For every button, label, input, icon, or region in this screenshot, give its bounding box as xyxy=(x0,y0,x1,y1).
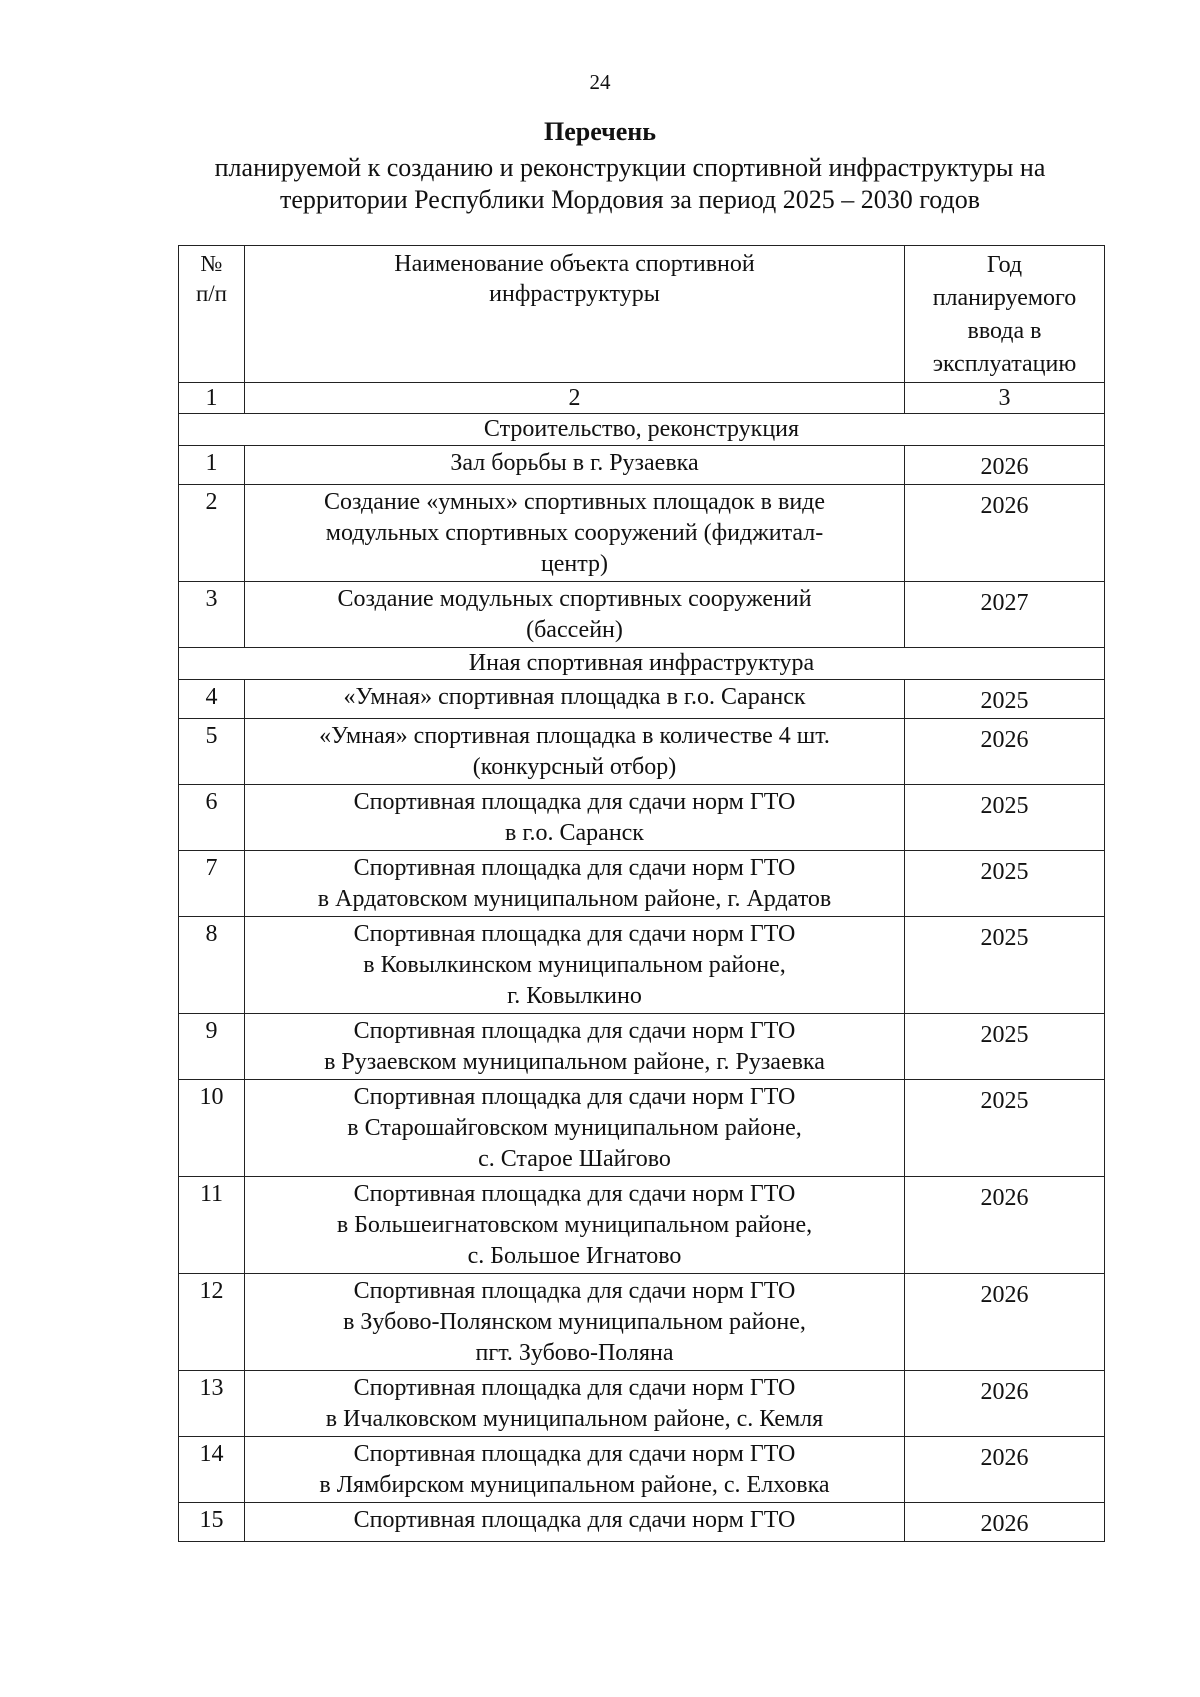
object-name-line: Спортивная площадка для сдачи норм ГТО xyxy=(353,1018,796,1044)
object-name-line: Спортивная площадка для сдачи норм ГТО xyxy=(353,921,796,947)
row-number: 14 xyxy=(179,1437,245,1503)
table-row xyxy=(179,582,1105,648)
object-name-cell xyxy=(245,446,905,485)
table-row xyxy=(179,785,1105,851)
document-title: Перечень xyxy=(543,117,657,146)
section-row xyxy=(179,414,1105,446)
object-name-line: Спортивная площадка для сдачи норм ГТО xyxy=(353,855,796,881)
object-name-cell xyxy=(245,917,905,1014)
header-text: эксплуатацию xyxy=(932,351,1077,377)
commissioning-year: 2026 xyxy=(905,485,1105,582)
object-name-line: г. Ковылкино xyxy=(507,983,642,1009)
object-name-line: пгт. Зубово-Поляна xyxy=(475,1340,674,1366)
table-row xyxy=(179,1503,1105,1542)
header-text: п/п xyxy=(195,281,227,306)
header-number-cell xyxy=(179,246,245,383)
object-name-line: Создание «умных» спортивных площадок в виде xyxy=(323,489,826,515)
object-name-line: модульных спортивных сооружений (фиджитал- xyxy=(325,520,824,546)
object-name-cell xyxy=(245,485,905,582)
table-row xyxy=(179,1014,1105,1080)
object-name-cell xyxy=(245,719,905,785)
object-name-cell xyxy=(245,1014,905,1080)
page-number: 24 xyxy=(589,70,611,94)
object-name-line: в Лямбирском муниципальном районе, с. Елховка xyxy=(319,1472,830,1498)
commissioning-year: 2026 xyxy=(905,446,1105,485)
object-name-line: Спортивная площадка для сдачи норм ГТО xyxy=(353,1507,796,1533)
column-index-cell: 2 xyxy=(245,383,905,414)
header-name-cell xyxy=(245,246,905,383)
object-name-line: в Большеигнатовском муниципальном районе, xyxy=(336,1212,813,1238)
row-number: 10 xyxy=(179,1080,245,1177)
row-number: 1 xyxy=(179,446,245,485)
object-name-line: Зал борьбы в г. Рузаевка xyxy=(450,450,699,476)
header-text: ввода в xyxy=(967,318,1042,344)
table-header-row xyxy=(179,246,1105,383)
object-name-cell xyxy=(245,1371,905,1437)
commissioning-year: 2026 xyxy=(905,1177,1105,1274)
commissioning-year: 2026 xyxy=(905,1437,1105,1503)
object-name-line: с. Старое Шайгово xyxy=(478,1146,671,1172)
table-row xyxy=(179,719,1105,785)
object-name-line: Спортивная площадка для сдачи норм ГТО xyxy=(353,1278,796,1304)
object-name-cell xyxy=(245,1503,905,1542)
object-name-line: (бассейн) xyxy=(526,617,623,643)
subtitle-line: планируемой к созданию и реконструкции спортивной инфраструктуры на xyxy=(214,153,1046,182)
commissioning-year: 2025 xyxy=(905,680,1105,719)
object-name-line: Спортивная площадка для сдачи норм ГТО xyxy=(353,1441,796,1467)
row-number: 4 xyxy=(179,680,245,719)
object-name-line: в Ковылкинском муниципальном районе, xyxy=(363,952,786,978)
table-row xyxy=(179,446,1105,485)
section-row xyxy=(179,648,1105,680)
object-name-line: Создание модульных спортивных сооружений xyxy=(337,586,812,612)
object-name-cell xyxy=(245,1080,905,1177)
table-row xyxy=(179,1437,1105,1503)
table-row xyxy=(179,1274,1105,1371)
column-index-cell: 1 xyxy=(179,383,245,414)
row-number: 8 xyxy=(179,917,245,1014)
object-name-cell xyxy=(245,785,905,851)
object-name-line: Спортивная площадка для сдачи норм ГТО xyxy=(353,1084,796,1110)
commissioning-year: 2026 xyxy=(905,719,1105,785)
infrastructure-table xyxy=(178,245,1105,1542)
header-text: планируемого xyxy=(932,285,1077,311)
commissioning-year: 2026 xyxy=(905,1371,1105,1437)
section-title: Строительство, реконструкция xyxy=(179,414,1105,446)
table-row xyxy=(179,1371,1105,1437)
table-row xyxy=(179,917,1105,1014)
table-row xyxy=(179,851,1105,917)
row-number: 3 xyxy=(179,582,245,648)
column-index-row xyxy=(179,383,1105,414)
object-name-line: Спортивная площадка для сдачи норм ГТО xyxy=(353,789,796,815)
object-name-line: с. Большое Игнатово xyxy=(467,1243,682,1269)
table-row xyxy=(179,680,1105,719)
commissioning-year: 2025 xyxy=(905,1080,1105,1177)
object-name-line: центр) xyxy=(540,551,609,577)
table-body xyxy=(179,414,1105,1542)
object-name-line: в Зубово-Полянском муниципальном районе, xyxy=(343,1309,806,1335)
row-number: 5 xyxy=(179,719,245,785)
row-number: 12 xyxy=(179,1274,245,1371)
object-name-cell xyxy=(245,1437,905,1503)
object-name-line: в Рузаевском муниципальном районе, г. Рузаевка xyxy=(324,1049,825,1075)
commissioning-year: 2026 xyxy=(905,1274,1105,1371)
object-name-cell xyxy=(245,582,905,648)
row-number: 2 xyxy=(179,485,245,582)
row-number: 9 xyxy=(179,1014,245,1080)
header-year-cell xyxy=(905,246,1105,383)
object-name-line: Спортивная площадка для сдачи норм ГТО xyxy=(353,1181,796,1207)
header-text: Наименование объекта спортивной xyxy=(394,251,755,277)
object-name-cell xyxy=(245,851,905,917)
subtitle-line: территории Республики Мордовия за период 2025 – 2030 годов xyxy=(279,185,981,214)
object-name-line: в Ичалковском муниципальном районе, с. Кемля xyxy=(325,1406,824,1432)
header-text: инфраструктуры xyxy=(489,281,660,307)
row-number: 6 xyxy=(179,785,245,851)
header-text: № xyxy=(200,251,223,276)
commissioning-year: 2025 xyxy=(905,917,1105,1014)
column-index-cell: 3 xyxy=(905,383,1105,414)
object-name-line: «Умная» спортивная площадка в количестве 4 шт. xyxy=(319,723,830,749)
row-number: 13 xyxy=(179,1371,245,1437)
object-name-line: в Старошайговском муниципальном районе, xyxy=(347,1115,802,1141)
commissioning-year: 2025 xyxy=(905,1014,1105,1080)
object-name-line: (конкурсный отбор) xyxy=(472,754,677,780)
table-row xyxy=(179,1177,1105,1274)
row-number: 11 xyxy=(179,1177,245,1274)
object-name-line: в г.о. Саранск xyxy=(505,820,644,846)
row-number: 15 xyxy=(179,1503,245,1542)
object-name-cell xyxy=(245,1177,905,1274)
commissioning-year: 2025 xyxy=(905,785,1105,851)
row-number: 7 xyxy=(179,851,245,917)
infrastructure-table-container xyxy=(178,245,1105,1542)
commissioning-year: 2027 xyxy=(905,582,1105,648)
object-name-cell xyxy=(245,680,905,719)
document-subtitle xyxy=(150,152,1110,216)
object-name-line: «Умная» спортивная площадка в г.о. Саранск xyxy=(343,684,806,710)
commissioning-year: 2026 xyxy=(905,1503,1105,1542)
table-row xyxy=(179,485,1105,582)
object-name-line: в Ардатовском муниципальном районе, г. Ардатов xyxy=(317,886,832,912)
object-name-cell xyxy=(245,1274,905,1371)
object-name-line: Спортивная площадка для сдачи норм ГТО xyxy=(353,1375,796,1401)
header-text: Год xyxy=(986,252,1023,278)
section-title: Иная спортивная инфраструктура xyxy=(179,648,1105,680)
table-row xyxy=(179,1080,1105,1177)
commissioning-year: 2025 xyxy=(905,851,1105,917)
